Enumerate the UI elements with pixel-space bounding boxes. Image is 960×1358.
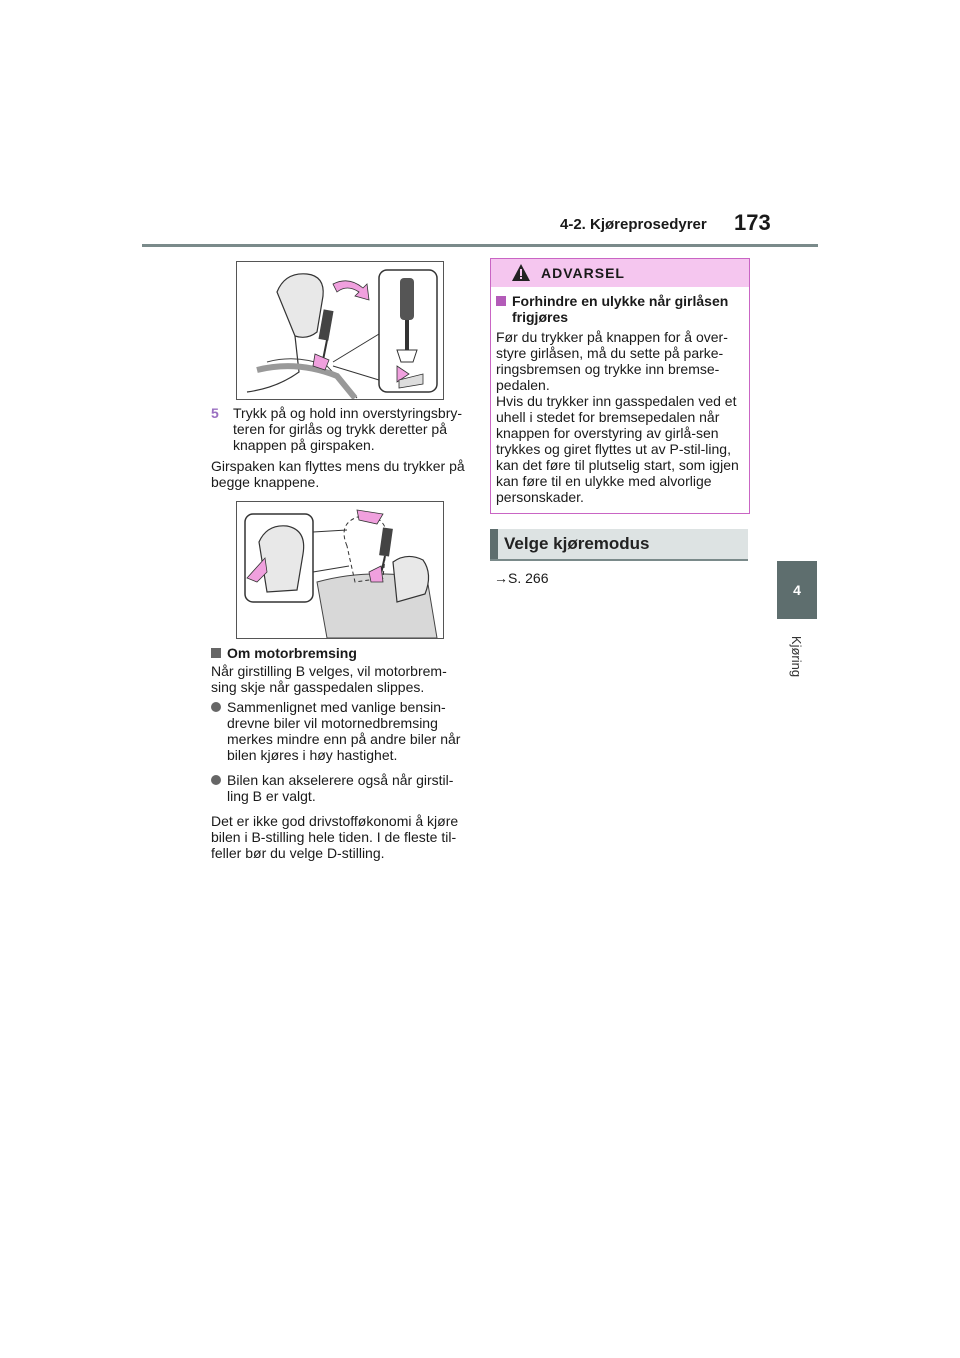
motor-braking-heading <box>211 645 357 661</box>
warning-header <box>491 259 749 287</box>
bullet-item <box>211 772 471 804</box>
warning-triangle-icon <box>511 263 531 282</box>
chapter-tab-label <box>777 624 817 688</box>
step-5 <box>211 405 471 453</box>
warning-heading <box>496 293 744 325</box>
page-reference-link[interactable]: →S. 266 <box>494 570 549 586</box>
shift-lever-movement-illustration <box>236 501 444 639</box>
header-divider <box>142 244 818 247</box>
square-bullet-icon <box>211 648 221 658</box>
warning-box <box>490 258 750 514</box>
warning-paragraph: Før du trykker på knappen for å over-styre girlåsen, må du sette på parke-ringsbremsen og trykke inn bremse-pedalen. <box>496 329 728 393</box>
page-number: 173 <box>734 210 771 235</box>
shift-lever-screwdriver-drawing <box>237 262 443 399</box>
bullet-text: Sammenlignet med vanlige bensin-drevne biler vil motornedbremsing merkes mindre enn på andre biler når bilen kjøres i høy hastighet. <box>227 699 461 763</box>
round-bullet-icon <box>211 702 221 712</box>
bullet-text: Bilen kan akselerere også når girstil-ling B er valgt. <box>227 772 454 804</box>
step-number: 5 <box>211 405 219 421</box>
section-title: 4-2. Kjøreprosedyrer <box>560 216 707 233</box>
shift-lock-override-illustration <box>236 261 444 400</box>
drive-mode-heading: Velge kjøremodus <box>504 534 650 553</box>
square-bullet-icon <box>496 296 506 306</box>
motor-braking-paragraph: Når girstilling B velges, vil motorbrem-sing skje når gasspedalen slippes. <box>211 663 447 695</box>
shift-lever-drawing <box>237 502 443 638</box>
round-bullet-icon <box>211 775 221 785</box>
warning-paragraph: Hvis du trykker inn gasspedalen ved et uhell i stedet for bremsepedalen når knappen for overstyring av girlå-sen trykkes og giret flyttes ut av P-stil-ling, kan det føre til plutselig start, som igjen kan føre til en ulykke med alvorlige personskader. <box>496 393 739 505</box>
heading-accent <box>490 529 498 559</box>
chapter-tab-number: 4 <box>777 561 817 619</box>
warning-title: ADVARSEL <box>541 265 625 281</box>
shift-info-paragraph: Girspaken kan flyttes mens du trykker på begge knappene. <box>211 458 465 490</box>
bullet-item <box>211 699 471 763</box>
step-5-text: Trykk på og hold inn overstyringsbry-teren for girlås og trykk deretter på knappen på girspaken. <box>233 405 463 453</box>
drive-mode-heading-bar <box>490 529 748 561</box>
fuel-economy-paragraph: Det er ikke god drivstofføkonomi å kjøre bilen i B-stilling hele tiden. I de fleste til-feller bør du velge D-stilling. <box>211 813 459 861</box>
motor-braking-heading-text: Om motorbremsing <box>227 645 357 661</box>
chapter-label-text: Kjøring <box>789 635 805 677</box>
warning-heading-text: Forhindre en ulykke når girlåsen frigjøres <box>512 293 729 325</box>
